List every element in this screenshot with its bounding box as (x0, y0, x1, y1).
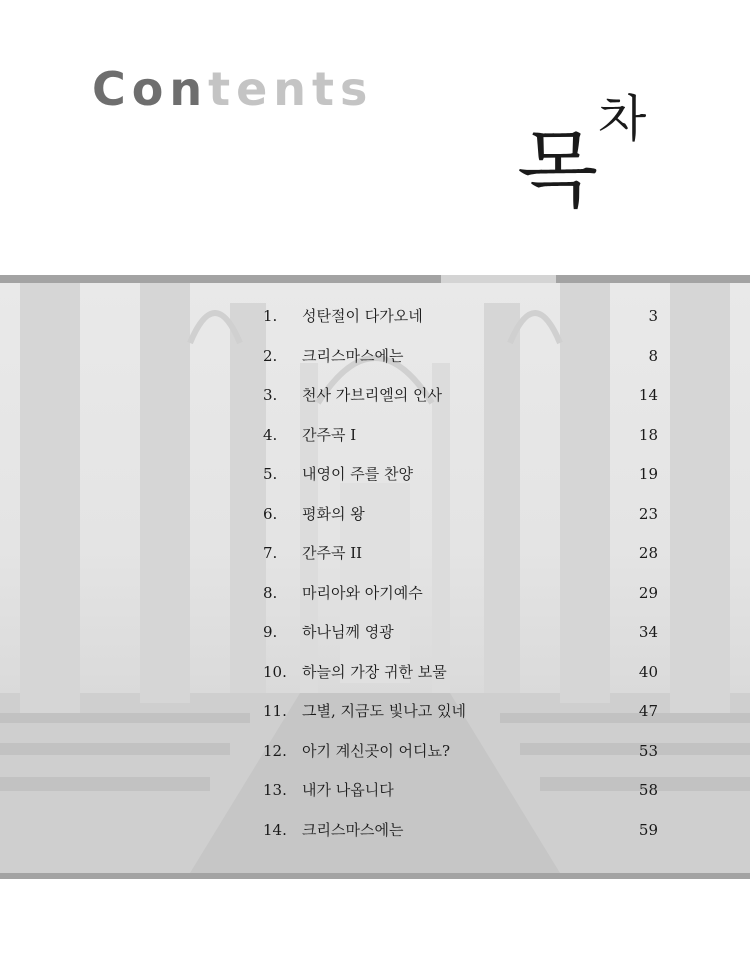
toc-entry-number: 6. (263, 504, 278, 523)
toc-entry-title: 천사 가브리엘의 인사 (302, 386, 442, 404)
contents-heading-dark-part: Con (92, 62, 209, 116)
toc-entry-title: 그별, 지금도 빛나고 있네 (302, 702, 466, 720)
toc-entry-page-number: 47 (638, 702, 658, 720)
toc-entry-page-number: 3 (648, 307, 658, 325)
toc-entry-number: 3. (263, 386, 278, 404)
toc-entry[interactable] (0, 617, 750, 647)
korean-title-mok: 목 (517, 121, 599, 219)
toc-entry[interactable] (0, 736, 750, 766)
toc-entry-page-number: 53 (638, 741, 658, 760)
toc-entry-page-number: 29 (638, 583, 658, 602)
toc-entry[interactable] (0, 380, 750, 410)
toc-entry-page-number: 28 (638, 544, 658, 562)
toc-entry-title: 크리스마스에는 (302, 820, 404, 839)
toc-entry-page-number: 19 (638, 465, 658, 483)
toc-entry-page-number: 18 (638, 425, 658, 444)
band-top-rule (0, 275, 750, 283)
toc-entry-title: 간주곡 II (302, 544, 363, 562)
toc-entry-title: 하늘의 가장 귀한 보물 (302, 662, 447, 681)
toc-entry[interactable] (0, 341, 750, 371)
toc-entry-page-number: 23 (638, 504, 658, 523)
toc-entry[interactable] (0, 459, 750, 489)
toc-entry-number: 8. (263, 583, 278, 602)
toc-entry[interactable] (0, 696, 750, 726)
contents-heading (92, 62, 374, 116)
toc-entry[interactable] (0, 538, 750, 568)
toc-entry-number: 13. (263, 781, 287, 799)
toc-entry-title: 마리아와 아기예수 (302, 583, 423, 602)
toc-band (0, 275, 750, 879)
contents-heading-light-part: tents (208, 62, 374, 116)
toc-entry-page-number: 40 (638, 662, 658, 681)
toc-entry[interactable] (0, 775, 750, 805)
toc-entry[interactable] (0, 657, 750, 687)
toc-entry-number: 9. (263, 623, 278, 641)
toc-entry-title: 간주곡 I (302, 425, 357, 444)
toc-entry-title: 평화의 왕 (302, 504, 365, 523)
band-bottom-rule (0, 873, 750, 879)
toc-entry-title: 성탄절이 다가오네 (302, 307, 423, 325)
toc-entry-number: 11. (263, 702, 287, 720)
toc-entry-page-number: 59 (638, 820, 658, 839)
toc-entry-number: 2. (263, 346, 278, 365)
toc-entry[interactable] (0, 301, 750, 331)
toc-entry-number: 1. (263, 307, 278, 325)
toc-entry-title: 하나님께 영광 (302, 623, 394, 641)
toc-entry-page-number: 8 (648, 346, 658, 365)
toc-list (0, 301, 750, 861)
toc-entry-title: 내가 나옵니다 (302, 781, 394, 799)
toc-entry-title: 아기 계신곳이 어디뇨? (302, 741, 450, 760)
korean-title-cha: 차 (598, 90, 647, 148)
toc-entry-title: 크리스마스에는 (302, 346, 404, 365)
toc-entry-page-number: 58 (638, 781, 658, 799)
toc-entry-number: 14. (263, 820, 287, 839)
toc-entry-title: 내영이 주를 찬양 (302, 465, 413, 483)
toc-entry-number: 10. (263, 662, 287, 681)
toc-entry[interactable] (0, 420, 750, 450)
toc-entry-number: 12. (263, 741, 287, 760)
toc-entry-number: 4. (263, 425, 278, 444)
toc-entry-number: 7. (263, 544, 278, 562)
toc-entry-page-number: 34 (638, 623, 658, 641)
toc-entry-number: 5. (263, 465, 278, 483)
toc-entry-page-number: 14 (638, 386, 658, 404)
toc-entry[interactable] (0, 499, 750, 529)
toc-entry[interactable] (0, 815, 750, 845)
toc-entry[interactable] (0, 578, 750, 608)
